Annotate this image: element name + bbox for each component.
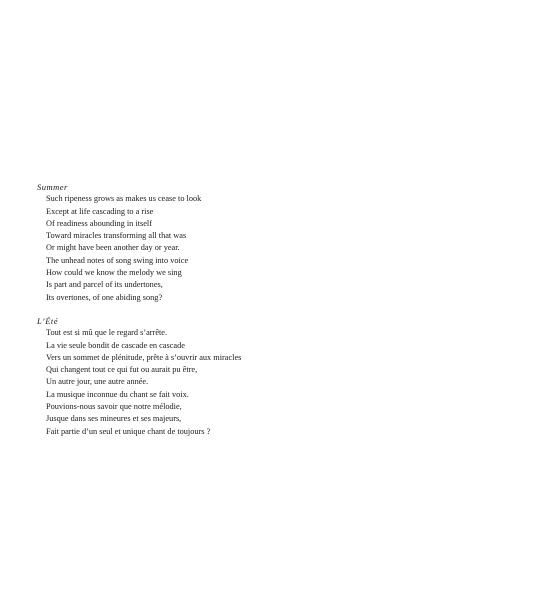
poem-line: La vie seule bondit de cascade en cascade	[46, 340, 185, 350]
poem-line: Qui changent tout ce qui fut ou aurait pu être,	[46, 365, 198, 375]
poem-stanza	[37, 193, 497, 304]
poem-line: Pouvions-nous savoir que notre mélodie,	[46, 402, 182, 412]
poem-line: Jusque dans ses mineures et ses majeurs,	[46, 414, 182, 424]
poem-line: Fait partie d’un seul et unique chant de toujours ?	[46, 426, 211, 436]
poem-line: Un autre jour, une autre année.	[46, 377, 149, 387]
poem-line: Vers un sommet de plénitude, prête à s’ouvrir aux miracles	[46, 352, 242, 362]
poem-line: Of readiness abounding in itself	[46, 218, 152, 228]
poem-line: Such ripeness grows as makes us cease to look	[46, 194, 202, 204]
poem-line: The unhead notes of song swing into voice	[46, 255, 189, 265]
poem-line: Except at life cascading to a rise	[46, 206, 154, 216]
poem-line: Is part and parcel of its undertones,	[46, 280, 163, 290]
poem-title: L’Été	[37, 316, 59, 326]
poem-line: Or might have been another day or year.	[46, 243, 180, 253]
poem-line: Toward miracles transforming all that was	[46, 231, 187, 241]
poem-title: Summer	[37, 182, 68, 192]
poem-line: How could we know the melody we sing	[46, 268, 182, 278]
poem-l-ete	[37, 315, 497, 438]
poem-line: Its overtones, of one abiding song?	[46, 292, 163, 302]
poem-summer	[37, 181, 497, 304]
poem-line: La musique inconnue du chant se fait voix.	[46, 389, 189, 399]
poem-line: Tout est si mû que le regard s’arrête.	[46, 328, 168, 338]
poem-stanza	[37, 327, 497, 438]
